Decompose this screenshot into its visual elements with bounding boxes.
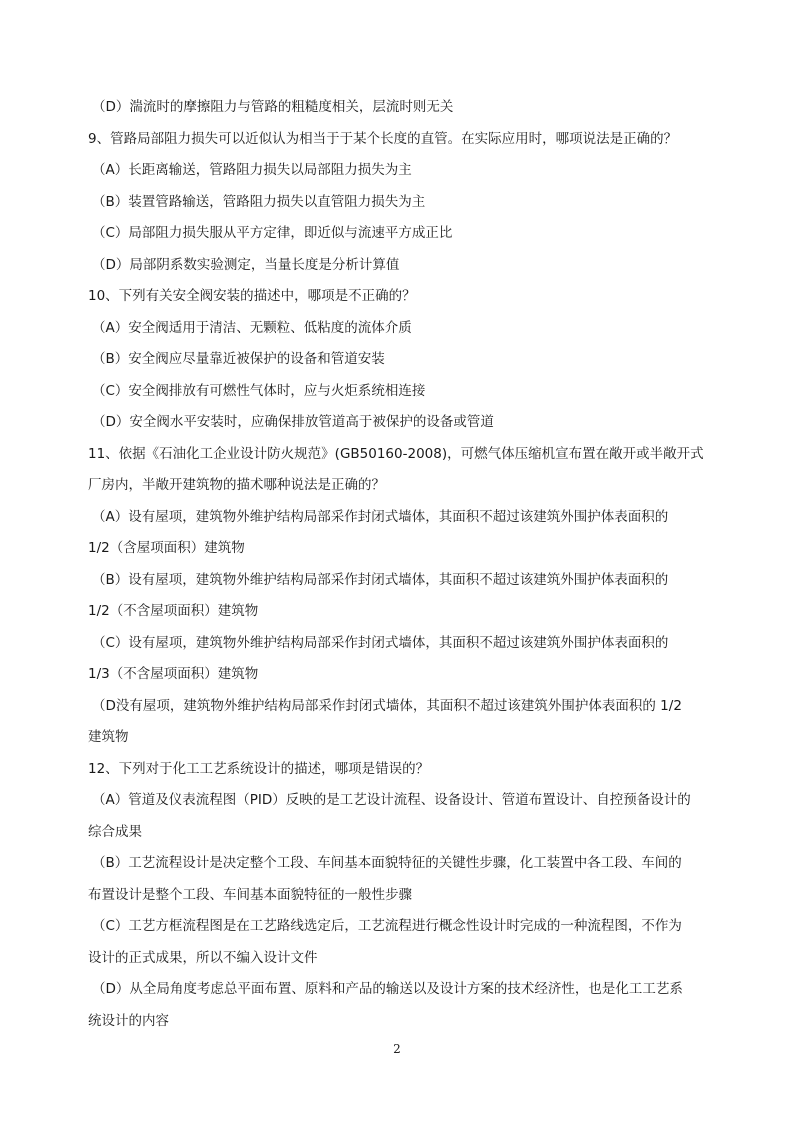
- question-line: 综合成果: [88, 823, 142, 840]
- question-line: 11、依据《石油化工企业设计防火规范》(GB50160-2008)，可燃气体压缩机宣布置在敞开或半敞开式: [88, 445, 704, 462]
- question-line: 1/3（不含屋项面积）建筑物: [88, 666, 259, 682]
- option-line: （B）设有屋项，建筑物外维护结构局部采作封闭式墙体，其面积不超过该建筑外围护体表面积的: [92, 571, 669, 588]
- option-line: （B）装置管路输送，管路阻力损失以直管阻力损失为主: [92, 193, 426, 210]
- option-line: （D）从全局角度考虑总平面布置、原料和产品的输送以及设计方案的技术经济性，也是化工工艺系: [92, 981, 683, 997]
- document-body: [88, 92, 713, 1037]
- option-line: （B）安全阀应尽量靠近被保护的设备和管道安装: [92, 351, 385, 367]
- option-line: （D）湍流时的摩擦阻力与管路的粗糙度相关，层流时则无关: [92, 99, 454, 115]
- option-line: （D）局部阴系数实验测定，当量长度是分析计算值: [92, 256, 400, 273]
- option-line: （C）设有屋项，建筑物外维护结构局部采作封闭式墙体，其面积不超过该建筑外围护体表面积的: [92, 634, 669, 651]
- question-line: 10、下列有关安全阀安装的描述中，哪项是不正确的？: [88, 288, 416, 304]
- question-line: 建筑物: [88, 729, 129, 745]
- option-line: （D没有屋项，建筑物外维护结构局部采作封闭式墙体，其面积不超过该建筑外围护体表面积的 1/2: [92, 697, 682, 714]
- question-line: 9、管路局部阻力损失可以近似认为相当于于某个长度的直管。在实际应用时，哪项说法是正确的？: [88, 130, 678, 147]
- question-line: 1/2（不含屋项面积）建筑物: [88, 603, 259, 619]
- option-line: （D）安全阀水平安装时，应确保排放管道高于被保护的设备或管道: [92, 414, 494, 430]
- option-line: （C）局部阻力损失服从平方定律，即近似与流速平方成正比: [92, 225, 453, 241]
- question-line: 1/2（含屋项面积）建筑物: [88, 540, 245, 556]
- question-line: 统设计的内容: [88, 1012, 169, 1029]
- option-line: （B）工艺流程设计是决定整个工段、车间基本面貌特征的关键性步骤，化工装置中各工段、车间的: [92, 855, 682, 871]
- option-line: （A）长距离输送，管路阻力损失以局部阻力损失为主: [92, 162, 412, 178]
- page-number: 2: [393, 1042, 401, 1056]
- option-line: （A）设有屋项，建筑物外维护结构局部采作封闭式墙体，其面积不超过该建筑外围护体表面积的: [92, 508, 669, 525]
- question-line: 厂房内，半敞开建筑物的描术哪种说法是正确的？: [88, 477, 385, 493]
- option-line: （A）管道及仪表流程图（PID）反映的是工艺设计流程、设备设计、管道布置设计、自控预备设计的: [92, 792, 691, 808]
- option-line: （A）安全阀适用于清洁、无颗粒、低粘度的流体介质: [92, 319, 412, 336]
- option-line: （C）安全阀排放有可燃性气体时，应与火炬系统相连接: [92, 382, 426, 399]
- question-line: 12、下列对于化工工艺系统设计的描述，哪项是错误的？: [88, 760, 430, 777]
- option-line: （C）工艺方框流程图是在工艺路线选定后，工艺流程进行概念性设计时完成的一种流程图，不作为: [92, 918, 682, 934]
- question-line: 设计的正式成果，所以不编入设计文件: [88, 949, 318, 966]
- question-line: 布置设计是整个工段、车间基本面貌特征的一般性步骤: [88, 886, 412, 903]
